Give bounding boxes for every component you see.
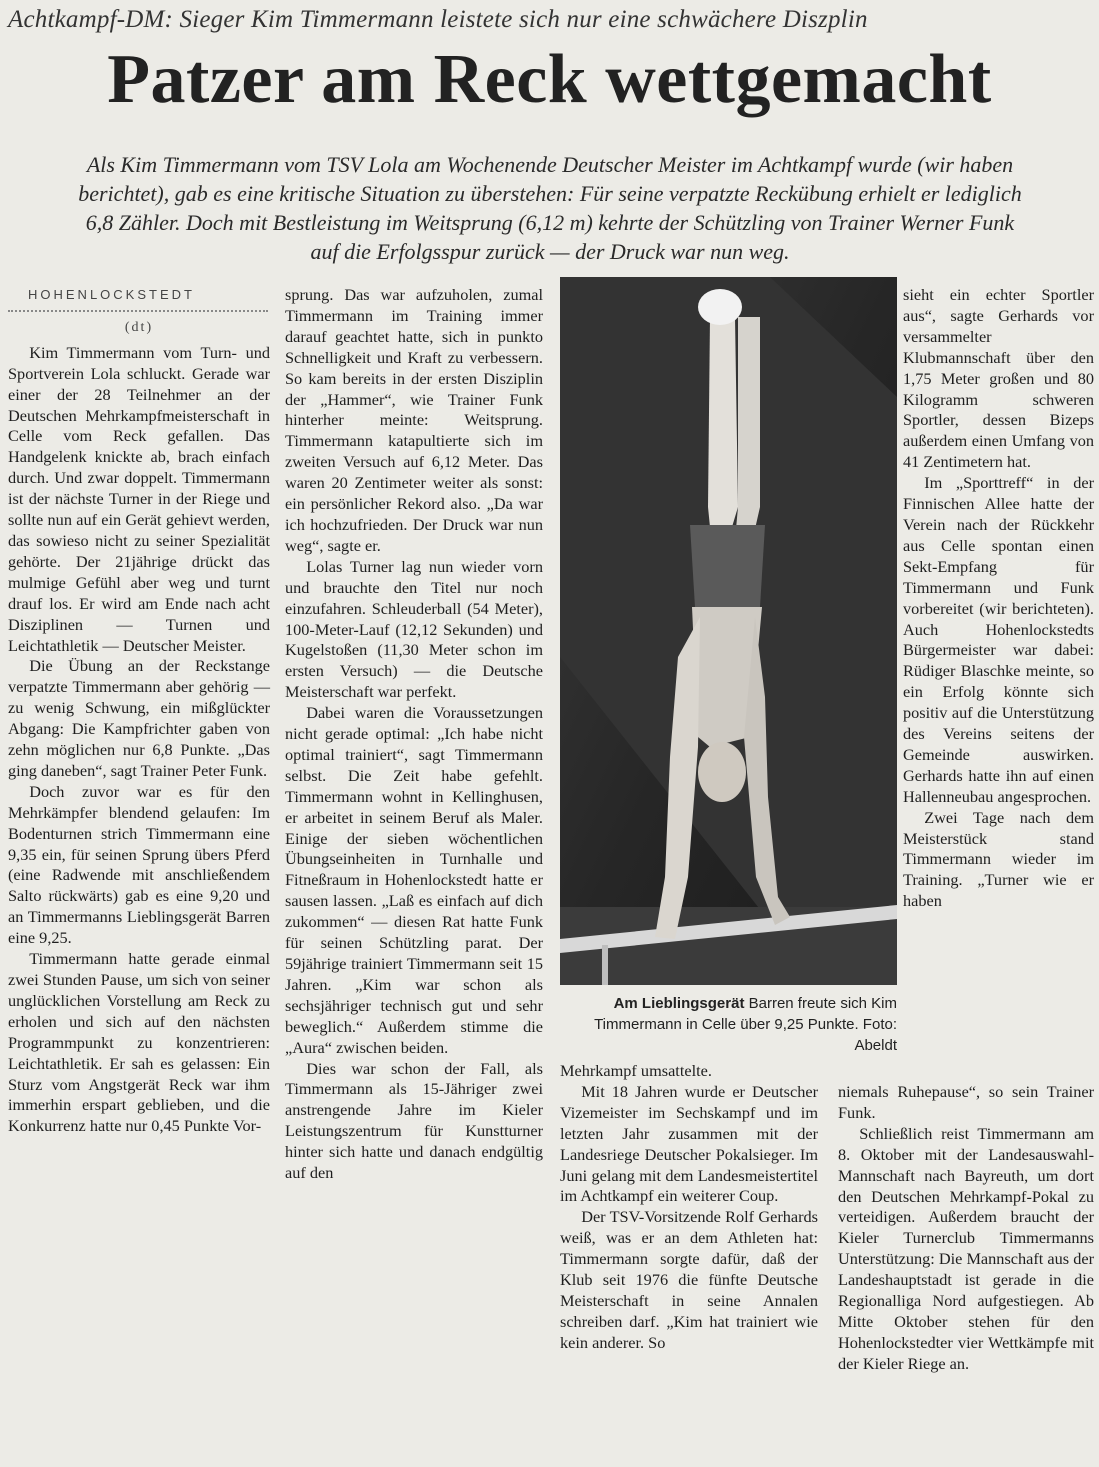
- dateline: HOHENLOCKSTEDT: [28, 287, 195, 302]
- paragraph: Die Übung an der Reckstange verpatzte Timmermann aber gehörig — zu wenig Schwung, ein mißglückter Abgang: Die Kampfrichter gaben von zehn möglichen nur 6,8 Punkte. „Das ging daneben“, sagt Trainer Peter Funk.: [8, 656, 270, 780]
- paragraph: Der TSV-Vorsitzende Rolf Gerhards weiß, was er an dem Athleten hat: Timmermann sorgte dafür, daß der Klub seit 1976 die fünfte Deutsche Meisterschaft in seine Annalen schreiben darf. „Kim hat trainiert wie kein anderer. So: [560, 1207, 818, 1352]
- paragraph: Doch zuvor war es für den Mehrkämpfer blendend gelaufen: Im Bodenturnen strich Timmermann eine 9,35 ein, für seinen Sprung übers Pferd (eine Radwende mit anschließendem Salto rückwärts) gab es eine 9,20 und an Timmermanns Lieblingsgerät Barren eine 9,25.: [8, 781, 270, 948]
- author: (dt): [124, 319, 154, 335]
- paragraph: Mehrkampf umsattelte.: [560, 1061, 712, 1080]
- paragraph: Dabei waren die Voraussetzungen nicht gerade optimal: „Ich habe nicht optimal trainiert“, sagt Timmermann selbst. Die Zeit habe gefehlt. Timmermann wohnt in Kellinghusen, er arbeitet in seinem Beruf als Maler. Einige der sieben wöchentlichen Übungseinheiten in Turnhalle und Fitneßraum in Hohenlockstedt hatte er sausen lassen. „Laß es einfach auf dich zukommen“ — diesen Rat hatte Funk für seinen Schützling parat. Der 59jährige trainiert Timmermann seit 15 Jahren. „Kim war schon als sechsjähriger technisch gut und sehr beweglich.“ Außerdem stimme die „Aura“ zwischen beiden.: [285, 703, 543, 1057]
- paragraph: sprung. Das war aufzuholen, zumal Timmermann im Training immer darauf geachtet hatte, sich in punkto Schnelligkeit und Kraft zu verbessern. So kam bereits in der ersten Disziplin der „Hammer“, wie Trainer Funk hinterher meinte: Weitsprung. Timmermann katapultierte sich im zweiten Versuch auf 6,12 Meter. Das waren 20 Zentimeter weiter als sonst: ein persönlicher Rekord also. „Da war ich hochzufrieden. Der Druck war nun weg“, sagte er.: [285, 285, 543, 555]
- paragraph: Schließlich reist Timmermann am 8. Oktober mit der Landesauswahl-Mannschaft nach Bayreuth, um dort den Deutschen Mehrkampf-Pokal zu verteidigen. Außerdem braucht der Kieler Turnerclub Timmermanns Unterstützung: Die Mannschaft aus der Landeshauptstadt ist gerade in die Regionalliga Nord aufgestiegen. Ab Mitte Oktober stehen für den Hohenlockstedter vier Wettkämpfe mit der Kieler Riege an.: [838, 1123, 1094, 1373]
- paragraph: Zwei Tage nach dem Meisterstück stand Timmermann wieder im Training. „Turner wie er haben: [903, 807, 1094, 911]
- headline: Patzer am Reck wettgemacht: [107, 41, 992, 118]
- column-3: [560, 1061, 818, 1354]
- column-4-top: [903, 285, 1094, 912]
- paragraph: Timmermann hatte gerade einmal zwei Stunden Pause, um sich von seiner unglücklichen Vorstellung am Reck zu erholen und sich auf den nächsten Programmpunkt zu konzentrieren: Leichtathletik. Er sah es gelassen: Ein Sturz vom Angstgerät Reck war ihm immerhin erspart geblieben, und die Konkurrenz hatte nur 0,45 Punkte Vor-: [8, 949, 270, 1136]
- caption-text: Barren freute sich Kim Timmermann in Celle über 9,25 Punkte. Foto: Abeldt: [594, 995, 897, 1054]
- paragraph: Im „Sporttreff“ in der Finnischen Allee hatte der Verein nach der Rückkehr aus Celle spontan einen Sekt-Empfang für Timmermann und Funk vorbereitet (wir berichteten). Auch Hohenlockstedts Bürgermeister war dabei: Rüdiger Blaschke meinte, so ein Erfolg könnte sich positiv auf die Unterstützung des Vereins seitens der Gemeinde auswirken. Gerhards hatte ihn auf einen Hallenneubau angesprochen.: [903, 473, 1094, 806]
- dateline-rule: [8, 310, 268, 312]
- paragraph: Kim Timmermann vom Turn- und Sportverein Lola schluckt. Gerade war einer der 28 Teilnehmer an der Deutschen Mehrkampfmeisterschaft in Celle vom Reck gefallen. Das Handgelenk knickte ab, brach einfach durch. Und zwar doppelt. Timmermann ist der nächste Turner in der Riege und sollte nun auf ein Gerät gehievt werden, das sowieso nicht zu seiner Spezialität gehörte. Der 21jährige drückt das mulmige Gefühl aber weg und turnt drauf los. Er wird am Ende nach acht Disziplinen — Turnen und Leichtathletik — Deutscher Meister.: [8, 342, 270, 655]
- paragraph: Lolas Turner lag nun wieder vorn und brauchte den Titel nur noch einzufahren. Schleuderball (54 Meter), 100-Meter-Lauf (12,12 Sekunden) und Kugelstoßen (11,30 Meter schon im ersten Versuch) — die Deutsche Meisterschaft war perfekt.: [285, 556, 543, 702]
- caption-bold: Am Lieblingsgerät: [613, 995, 745, 1012]
- column-4-bottom: [838, 1082, 1094, 1375]
- column-1: [8, 285, 270, 1137]
- paragraph: Dies war schon der Fall, als Timmermann als 15-Jähriger zwei anstrengende Jahre im Kieler Leistungszentrum für Kunstturner hinter sich hatte und danach endgültig auf den: [285, 1058, 543, 1183]
- paragraph: sieht ein echter Sportler aus“, sagte Gerhards vor versammelter Klubmannschaft über den 1,75 Meter großen und 80 Kilogramm schweren Sportler, dessen Bizeps außerdem einen Umfang von 41 Zentimetern hat.: [903, 285, 1094, 472]
- kicker: Achtkampf-DM: Sieger Kim Timmermann leistete sich nur eine schwächere Diszplin: [8, 6, 868, 33]
- paragraph: niemals Ruhepause“, so sein Trainer Funk.: [838, 1082, 1094, 1122]
- paragraph: Mit 18 Jahren wurde er Deutscher Vizemeister im Sechskampf und im letzten Jahr zusammen mit der Landesriege Deutscher Pokalsieger. Im Juni gelang mit dem Landesmeistertitel im Achtkampf ein weiterer Coup.: [560, 1081, 818, 1206]
- photo-caption: [560, 993, 897, 1056]
- column-2: [285, 285, 543, 1184]
- gymnast-photo: [560, 277, 897, 985]
- lead-paragraph: Als Kim Timmermann vom TSV Lola am Wochenende Deutscher Meister im Achtkampf wurde (wir haben berichtet), gab es eine kritische Situation zu überstehen: Für seine verpatzte Reckübung erhielt er lediglich 6,8 Zähler. Doch mit Bestleistung im Weitsprung (6,12 m) kehrte der Schützling von Trainer Werner Funk auf die Erfolgsspur zurück — der Druck war nun weg.: [78, 152, 1022, 264]
